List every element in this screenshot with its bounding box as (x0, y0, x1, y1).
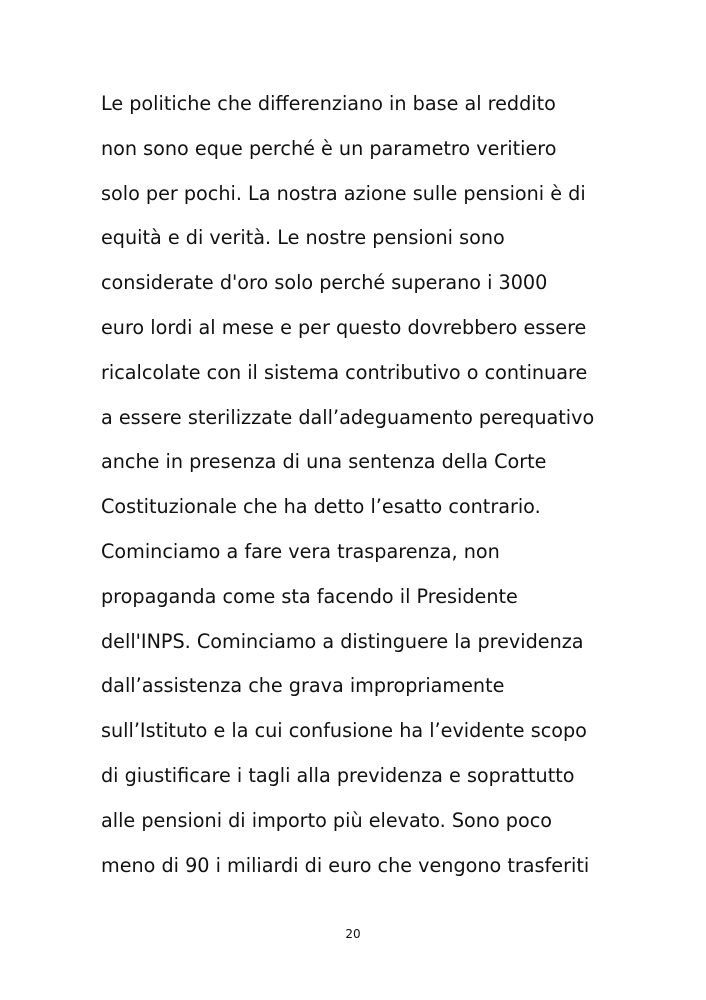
text-line: considerate d'oro solo perché superano i 3000 (101, 271, 548, 295)
text-line: alle pensioni di importo più elevato. Sono poco (101, 808, 552, 832)
text-line: di giustificare i tagli alla previdenza e soprattutto (101, 763, 575, 787)
page-number: 20 (345, 927, 361, 941)
text-line: meno di 90 i miliardi di euro che vengono trasferiti (101, 853, 590, 877)
text-line: dell'INPS. Cominciamo a distinguere la previdenza (101, 629, 584, 653)
text-line: euro lordi al mese e per questo dovrebbero essere (101, 315, 587, 339)
body-text (101, 82, 661, 888)
text-line: a essere sterilizzate dall’adeguamento perequativo (101, 405, 595, 429)
text-line: Le politiche che differenziano in base al reddito (101, 92, 556, 115)
text-line: equità e di verità. Le nostre pensioni sono (101, 226, 505, 250)
text-line: anche in presenza di una sentenza della Corte (101, 450, 547, 474)
text-line: Cominciamo a fare vera trasparenza, non (101, 539, 500, 563)
text-line: non sono eque perché è un parametro veritiero (101, 136, 557, 160)
text-line: Costituzionale che ha detto l’esatto contrario. (101, 495, 541, 519)
text-line: solo per pochi. La nostra azione sulle pensioni è di (101, 181, 586, 205)
text-line: sull’Istituto e la cui confusione ha l’evidente scopo (101, 719, 587, 743)
text-line: dall’assistenza che grava impropriamente (101, 674, 505, 698)
text-line: ricalcolate con il sistema contributivo o continuare (101, 360, 588, 384)
text-line: propaganda come sta facendo il Presidente (101, 584, 518, 608)
